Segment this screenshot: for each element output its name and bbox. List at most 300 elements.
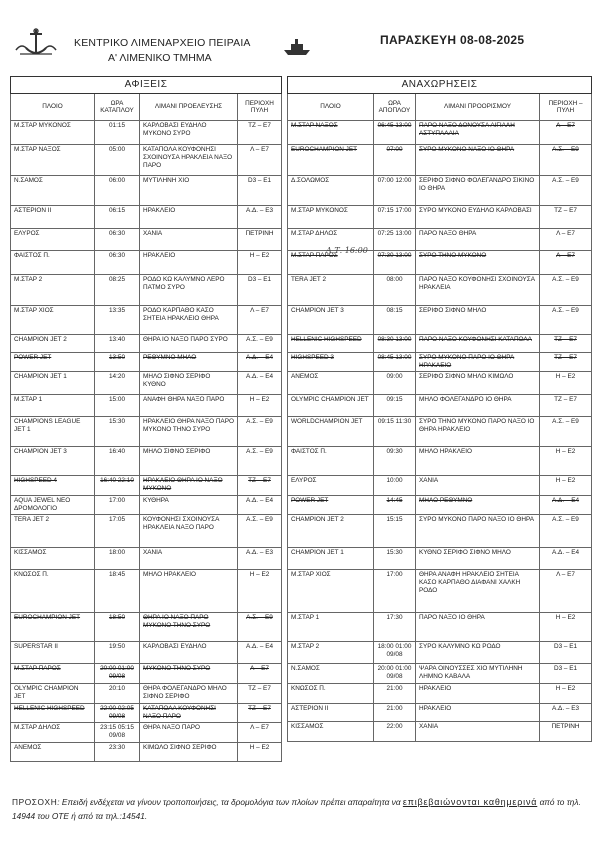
ship-text: ΦΑΙΣΤΟΣ Π.: [14, 252, 50, 259]
ship-text: CHAMPION JET 1: [14, 373, 67, 380]
table-row: [288, 306, 592, 335]
gate-text: Α.Σ. – E9: [552, 418, 579, 425]
table-row: [288, 275, 592, 306]
port-text: ΣΥΡΟ ΤΗΝΟ ΜΥΚΟΝΟ ΠΑΡΟ ΝΑΞΟ ΙΟ ΘΗΡΑ ΗΡΑΚΛΕΙΟ: [419, 418, 535, 433]
cell-time: [95, 704, 140, 723]
gate-text: TZ – E7: [554, 336, 577, 343]
department-title: Α' ΛΙΜΕΝΙΚΟ ΤΜΗΜΑ: [108, 52, 212, 64]
cell-port: [416, 642, 540, 664]
cell-port: [416, 496, 540, 515]
ship-text: Μ.ΣΤΑΡ 1: [14, 396, 43, 403]
cell-gate: [238, 743, 282, 762]
time-text: 07:25 13:00: [377, 230, 412, 237]
ship-text: HIGHSPEED 3: [291, 354, 334, 361]
table-row: [288, 722, 592, 742]
ship-text: EUROCHAMPION JET: [291, 146, 358, 153]
cell-port: [140, 515, 238, 548]
cell-port: [416, 548, 540, 570]
table-row: [288, 335, 592, 353]
gate-text: Α.Δ. – E4: [246, 497, 274, 504]
cell-gate: [238, 372, 282, 395]
cell-time: [95, 121, 140, 145]
cell-time: [374, 372, 416, 395]
time-text: 06:00: [109, 177, 125, 184]
cell-time: [95, 145, 140, 176]
table-row: [11, 335, 282, 353]
table-row: [288, 684, 592, 704]
ship-text: EUROCHAMPION JET: [14, 614, 81, 621]
gate-text: TZ – E7: [554, 207, 577, 214]
cell-port: [140, 121, 238, 145]
cell-port: [416, 417, 540, 447]
gate-text: Λ – E7: [250, 146, 269, 153]
cell-time: [374, 613, 416, 642]
ship-text: ΑΝΕΜΟΣ: [291, 373, 319, 380]
ship-text: OLYMPIC CHAMPION JET: [291, 396, 369, 403]
cell-port: [416, 722, 540, 742]
time-text: 17:00: [109, 497, 125, 504]
port-text: ΚΑΡΛΟΒΑΣΙ ΕΥΔΗΛΟ: [143, 643, 207, 650]
time-text: 10:00: [386, 477, 403, 484]
table-row: [11, 684, 282, 704]
cell-port: [416, 121, 540, 145]
cell-time: [95, 570, 140, 613]
table-row: [288, 570, 592, 613]
cell-port: [140, 642, 238, 664]
cell-time: [95, 447, 140, 476]
gate-text: Α.Σ. – E9: [552, 516, 579, 523]
gate-text: TZ – E7: [248, 705, 271, 712]
time-text: 15:15: [386, 516, 403, 523]
gate-text: Α.Σ. – E9: [246, 418, 273, 425]
cell-ship: [288, 176, 374, 206]
port-text: ΘΗΡΑ ΙΟ ΝΑΞΟ ΠΑΡΟ ΜΥΚΟΝΟ ΤΗΝΟ ΣΥΡΟ: [143, 614, 211, 629]
gate-text: D3 – E1: [247, 177, 272, 184]
ship-text: ΚΝΩΣΟΣ Π.: [291, 685, 326, 692]
ship-text: SUPERSTAR II: [14, 643, 58, 650]
cell-time: [374, 145, 416, 176]
port-text: ΗΡΑΚΛΕΙΟ: [419, 705, 452, 712]
time-text: 14:20: [109, 373, 125, 380]
cell-ship: [11, 642, 95, 664]
cell-ship: [288, 722, 374, 742]
cell-ship: [11, 145, 95, 176]
cell-ship: [11, 353, 95, 372]
cell-time: [374, 353, 416, 372]
cell-gate: [238, 723, 282, 743]
cell-time: [374, 206, 416, 229]
gate-text: Η – E2: [555, 373, 576, 380]
ship-text: Μ.ΣΤΑΡ ΔΗΛΟΣ: [291, 230, 338, 237]
gate-text: Λ – E7: [250, 307, 269, 314]
cell-gate: [540, 145, 592, 176]
column-header-gate: ΠΕΡΙΟΧΗ ΠΥΛΗ: [238, 94, 282, 121]
gate-text: Λ – E7: [556, 122, 575, 129]
port-text: ΗΡΑΚΛΕΙΟ: [419, 685, 452, 692]
ship-text: Μ.ΣΤΑΡ ΝΑΞΟΣ: [14, 146, 61, 153]
column-header-port: ΛΙΜΑΝΙ ΠΡΟΟΡΙΣΜΟΥ: [416, 94, 540, 121]
port-text: ΜΗΛΟ ΦΟΛΕΓΑΝΔΡΟ ΙΟ ΘΗΡΑ: [419, 396, 512, 403]
ship-text: CHAMPION JET 3: [291, 307, 344, 314]
table-row: [288, 476, 592, 496]
port-text: ΣΕΡΙΦΟ ΣΙΦΝΟ ΦΟΛΕΓΑΝΔΡΟ ΣΙΚΙΝΟ ΙΟ ΘΗΡΑ: [419, 177, 535, 192]
port-text: ΜΥΤΙΛΗΝΗ ΧΙΟ: [143, 177, 190, 184]
ship-text: Μ.ΣΤΑΡ ΜΥΚΟΝΟΣ: [14, 122, 71, 129]
ship-text: Μ.ΣΤΑΡ ΧΙΟΣ: [291, 571, 331, 578]
ship-text: Μ.ΣΤΑΡ ΧΙΟΣ: [14, 307, 54, 314]
cell-gate: [238, 306, 282, 335]
cell-gate: [238, 417, 282, 447]
gate-text: Α.Σ. – E9: [552, 177, 579, 184]
ship-text: Δ.ΣΟΛΩΜΟΣ: [291, 177, 330, 184]
port-text: ΚΑΤΑΠΟΛΑ ΚΟΥΦΟΝΗΣΙ ΣΧΟΙΝΟΥΣΑ ΗΡΑΚΛΕΙΑ ΝΑΞΟ ΠΑΡΟ: [143, 146, 233, 169]
time-text: 21:00: [386, 685, 403, 692]
cell-ship: [11, 704, 95, 723]
ship-text: HELLENIC HIGHSPEED: [14, 705, 85, 712]
cell-time: [374, 229, 416, 251]
cell-time: [95, 417, 140, 447]
cell-ship: [11, 447, 95, 476]
port-text: ΡΟΔΟ ΚΑΡΠΑΘΟ ΚΑΣΟ ΣΗΤΕΙΑ ΗΡΑΚΛΕΙΟ ΘΗΡΑ: [143, 307, 219, 322]
gate-text: Α.Σ. – E9: [552, 307, 579, 314]
cell-gate: [238, 476, 282, 496]
gate-text: Λ – E7: [556, 230, 575, 237]
gate-text: Α.Δ. – E3: [552, 705, 580, 712]
ship-text: HELLENIC HIGHSPEED: [291, 336, 362, 343]
cell-ship: [11, 121, 95, 145]
cell-ship: [288, 613, 374, 642]
cell-gate: [238, 496, 282, 515]
table-row: [288, 395, 592, 417]
time-text: 18:00: [109, 549, 125, 556]
time-text: 15:00: [109, 396, 125, 403]
gate-text: Α.Δ. – E4: [246, 373, 274, 380]
departures-table: [287, 76, 592, 742]
ship-emblem-icon: [282, 38, 312, 56]
port-text: ΚΟΥΦΟΝΗΣΙ ΣΧΟΙΝΟΥΣΑ ΗΡΑΚΛΕΙΑ ΝΑΞΟ ΠΑΡΟ: [143, 516, 219, 531]
cell-ship: [11, 306, 95, 335]
ship-text: Ν.ΣΑΜΟΣ: [14, 177, 43, 184]
cell-ship: [11, 664, 95, 684]
table-row: [11, 353, 282, 372]
port-text: ΠΑΡΟ ΝΑΞΟ ΔΟΝΟΥΣΑ ΑΙΓΙΑΛΗ ΑΣΤΥΠΑΛΑΙΑ: [419, 122, 515, 137]
table-row: [11, 447, 282, 476]
cell-ship: [11, 496, 95, 515]
cell-gate: [238, 206, 282, 229]
cell-ship: [11, 613, 95, 642]
ship-text: Μ.ΣΤΑΡ 2: [14, 276, 43, 283]
port-text: ΘΗΡΑ ΦΟΛΕΓΑΝΔΡΟ ΜΗΛΟ ΣΙΦΝΟ ΣΕΡΙΦΟ: [143, 685, 227, 700]
cell-ship: [11, 743, 95, 762]
cell-port: [140, 275, 238, 306]
time-text: 08:45 13:00: [377, 354, 412, 361]
cell-time: [374, 704, 416, 722]
time-text: 18:45: [109, 571, 125, 578]
cell-gate: [540, 642, 592, 664]
port-text: ΡΟΔΟ ΚΩ ΚΑΛΥΜΝΟ ΛΕΡΟ ΠΑΤΜΟ ΣΥΡΟ: [143, 276, 225, 291]
ship-text: CHAMPION JET 3: [14, 448, 67, 455]
cell-port: [140, 723, 238, 743]
cell-ship: [11, 417, 95, 447]
cell-gate: [238, 684, 282, 704]
table-row: [288, 447, 592, 476]
cell-time: [95, 353, 140, 372]
ship-text: TERA JET 2: [291, 276, 327, 283]
cell-time: [95, 206, 140, 229]
cell-time: [95, 613, 140, 642]
gate-text: Α.Δ. – E4: [246, 643, 274, 650]
cell-time: [374, 417, 416, 447]
ship-text: ΕΛΥΡΟΣ: [14, 230, 40, 237]
cell-time: [374, 722, 416, 742]
cell-port: [140, 176, 238, 206]
table-row: [11, 570, 282, 613]
table-row: [288, 417, 592, 447]
column-header-time: ΩΡΑ ΚΑΤΑΠΛΟΥ: [95, 94, 140, 121]
port-text: ΘΗΡΑ ΙΟ ΝΑΞΟ ΠΑΡΟ ΣΥΡΟ: [143, 336, 228, 343]
ship-text: Μ.ΣΤΑΡ ΠΑΡΟΣ: [14, 665, 61, 672]
cell-port: [140, 251, 238, 275]
port-text: ΑΝΑΦΗ ΘΗΡΑ ΝΑΞΟ ΠΑΡΟ: [143, 396, 225, 403]
time-text: 16:40 22:10: [100, 477, 134, 484]
cell-port: [416, 613, 540, 642]
time-text: 22:00: [386, 723, 403, 730]
cell-gate: [540, 335, 592, 353]
cell-time: [374, 570, 416, 613]
cell-gate: [540, 417, 592, 447]
cell-time: [374, 275, 416, 306]
cell-ship: [288, 664, 374, 684]
cell-port: [416, 372, 540, 395]
gate-text: Η – E2: [249, 571, 270, 578]
time-text: 13:40: [109, 336, 125, 343]
cell-ship: [11, 335, 95, 353]
cell-ship: [11, 548, 95, 570]
port-text: ΘΗΡΑ ΝΑΞΟ ΠΑΡΟ: [143, 724, 200, 731]
cell-ship: [288, 642, 374, 664]
cell-port: [416, 476, 540, 496]
gate-text: Α.Δ. – E4: [552, 549, 580, 556]
port-text: ΧΑΝΙΑ: [419, 477, 439, 484]
gate-text: ΠΕΤΡΙΝΗ: [245, 230, 274, 237]
table-row: [11, 642, 282, 664]
time-text: 06:15: [109, 207, 125, 214]
cell-port: [416, 395, 540, 417]
cell-gate: [540, 664, 592, 684]
ship-text: AQUA JEWEL ΝΕΟ ΔΡΟΜΟΛΟΓΙΟ: [14, 497, 71, 512]
notice-footer: [12, 795, 592, 823]
cell-ship: [11, 176, 95, 206]
table-row: [288, 121, 592, 145]
time-text: 17:05: [109, 516, 125, 523]
arrivals-heading: ΑΦΙΞΕΙΣ: [11, 77, 282, 94]
cell-gate: [238, 570, 282, 613]
cell-gate: [540, 570, 592, 613]
cell-ship: [11, 684, 95, 704]
cell-time: [374, 496, 416, 515]
handwritten-note: Α.Τ. 16:00: [326, 246, 368, 255]
cell-gate: [540, 176, 592, 206]
ship-text: ΚΙΣΣΑΜΟΣ: [14, 549, 47, 556]
ship-text: CHAMPION JET 2: [14, 336, 67, 343]
column-header-time: ΩΡΑ ΑΠΟΠΛΟΥ: [374, 94, 416, 121]
ship-text: Μ.ΣΤΑΡ ΝΑΞΟΣ: [291, 122, 338, 129]
port-text: ΠΑΡΟ ΝΑΞΟ ΙΟ ΘΗΡΑ: [419, 614, 485, 621]
table-row: [11, 372, 282, 395]
cell-gate: [238, 704, 282, 723]
cell-port: [140, 372, 238, 395]
cell-port: [140, 570, 238, 613]
cell-gate: [238, 229, 282, 251]
time-text: 20:00 01:00 09/08: [377, 665, 412, 680]
port-text: ΨΑΡΑ ΟΙΝΟΥΣΣΕΣ ΧΙΟ ΜΥΤΙΛΗΝΗ ΛΗΜΝΟ ΚΑΒΑΛΑ: [419, 665, 523, 680]
port-text: ΡΕΘΥΜΝΟ ΜΗΛΟ: [143, 354, 197, 361]
time-text: 15:30: [386, 549, 403, 556]
cell-time: [95, 372, 140, 395]
ship-text: ΕΛΥΡΟΣ: [291, 477, 317, 484]
cell-time: [95, 548, 140, 570]
table-row: [11, 417, 282, 447]
port-text: ΠΑΡΟ ΝΑΞΟ ΚΟΥΦΟΝΗΣΙ ΚΑΤΑΠΟΛΑ: [419, 336, 532, 343]
ship-text: ΦΑΙΣΤΟΣ Π.: [291, 448, 327, 455]
cell-gate: [540, 496, 592, 515]
port-text: ΘΗΡΑ ΑΝΑΦΗ ΗΡΑΚΛΕΙΟ ΣΗΤΕΙΑ ΚΑΣΟ ΚΑΡΠΑΘΟ ΔΙΑΦΑΝΙ ΧΑΛΚΗ ΡΟΔΟ: [419, 571, 521, 594]
ship-text: Μ.ΣΤΑΡ ΜΥΚΟΝΟΣ: [291, 207, 348, 214]
cell-ship: [288, 145, 374, 176]
time-text: 18:00 01:00 09/08: [377, 643, 412, 658]
port-text: ΣΥΡΟ ΚΑΛΥΜΝΟ ΚΩ ΡΟΔΟ: [419, 643, 501, 650]
ship-text: Μ.ΣΤΑΡ 2: [291, 643, 320, 650]
cell-time: [374, 476, 416, 496]
ship-text: TERA JET 2: [14, 516, 50, 523]
table-row: [11, 743, 282, 762]
gate-text: D3 – E1: [247, 276, 272, 283]
table-row: [288, 145, 592, 176]
port-text: ΚΑΡΛΟΒΑΣΙ ΕΥΔΗΛΟ ΜΥΚΟΝΟ ΣΥΡΟ: [143, 122, 207, 137]
cell-port: [140, 335, 238, 353]
cell-port: [416, 684, 540, 704]
cell-port: [416, 275, 540, 306]
time-text: 19:50: [109, 643, 125, 650]
cell-port: [140, 306, 238, 335]
time-text: 01:15: [109, 122, 125, 129]
cell-port: [140, 476, 238, 496]
table-row: [288, 176, 592, 206]
page-header: [0, 0, 600, 76]
port-text: ΣΕΡΙΦΟ ΣΙΦΝΟ ΜΗΛΟ: [419, 307, 487, 314]
cell-gate: [540, 121, 592, 145]
time-text: 09:30: [386, 448, 403, 455]
column-header-ship: ΠΛΟΙΟ: [11, 94, 95, 121]
cell-time: [374, 515, 416, 548]
gate-text: TZ – E7: [248, 477, 271, 484]
cell-port: [140, 496, 238, 515]
cell-time: [95, 723, 140, 743]
gate-text: Η – E2: [249, 252, 270, 259]
cell-gate: [238, 353, 282, 372]
ship-text: Μ.ΣΤΑΡ ΠΑΡΟΣ: [291, 252, 338, 259]
departures-heading: ΑΝΑΧΩΡΗΣΕΙΣ: [288, 77, 592, 94]
gate-text: Η – E2: [249, 744, 270, 751]
cell-port: [416, 570, 540, 613]
time-text: 06:45 13:00: [377, 122, 412, 129]
cell-gate: [540, 395, 592, 417]
cell-gate: [540, 372, 592, 395]
cell-port: [140, 704, 238, 723]
cell-time: [374, 176, 416, 206]
cell-port: [416, 664, 540, 684]
cell-time: [95, 395, 140, 417]
cell-time: [95, 275, 140, 306]
port-text: ΚΥΘΗΡΑ: [143, 497, 169, 504]
column-header-ship: ΠΛΟΙΟ: [288, 94, 374, 121]
cell-port: [140, 353, 238, 372]
time-text: 16:40: [109, 448, 125, 455]
table-row: [288, 548, 592, 570]
cell-gate: [238, 613, 282, 642]
gate-text: Α.Σ. – E9: [246, 516, 273, 523]
gate-text: Α.Δ. – E3: [246, 207, 274, 214]
table-row: [11, 496, 282, 515]
cell-time: [374, 306, 416, 335]
gate-text: Α.Σ. – E9: [552, 146, 579, 153]
cell-gate: [238, 176, 282, 206]
gate-text: Α.Δ. – E3: [246, 549, 274, 556]
port-text: ΜΗΛΟ ΣΙΦΝΟ ΣΕΡΙΦΟ: [143, 448, 211, 455]
cell-gate: [238, 121, 282, 145]
schedule-date: ΠΑΡΑΣΚΕΥΗ 08-08-2025: [380, 33, 525, 47]
ship-text: WORLDCHAMPION JET: [291, 418, 363, 425]
gate-text: Η – E2: [555, 477, 576, 484]
table-row: [11, 229, 282, 251]
cell-port: [416, 306, 540, 335]
table-row: [11, 613, 282, 642]
cell-port: [140, 206, 238, 229]
cell-ship: [11, 723, 95, 743]
notice-contact: από το τηλ. 14944 του ΟΤΕ ή από τα τηλ.:14541.: [12, 797, 581, 821]
cell-gate: [540, 548, 592, 570]
time-text: 17:00: [386, 571, 403, 578]
time-text: 07:30 13:00: [377, 252, 412, 259]
cell-gate: [238, 515, 282, 548]
ship-text: OLYMPIC CHAMPION JET: [14, 685, 79, 700]
table-row: [11, 548, 282, 570]
column-header-gate: ΠΕΡΙΟΧΗ – ΠΥΛΗ: [540, 94, 592, 121]
table-row: [11, 121, 282, 145]
notice-text: : Επειδή ενδέχεται να γίνουν τροποποιήσεις, τα δρομολόγια των πλοίων πρέπει απαραίτητα να: [57, 797, 401, 807]
cell-ship: [288, 306, 374, 335]
table-row: [288, 515, 592, 548]
time-text: 07:00 12:00: [377, 177, 412, 184]
cell-port: [140, 417, 238, 447]
table-row: [11, 515, 282, 548]
cell-time: [374, 642, 416, 664]
ship-text: ΑΝΕΜΟΣ: [14, 744, 42, 751]
ship-text: CHAMPION JET 1: [291, 549, 344, 556]
cell-gate: [238, 548, 282, 570]
table-row: [11, 206, 282, 229]
cell-time: [374, 121, 416, 145]
time-text: 20:00 01:00 09/08: [100, 665, 134, 680]
time-text: 07:15 17:00: [377, 207, 412, 214]
ship-text: ΚΙΣΣΑΜΟΣ: [291, 723, 324, 730]
gate-text: D3 – E1: [553, 643, 578, 650]
ship-text: ΑΣΤΕΡΙΟΝ ΙΙ: [291, 705, 329, 712]
notice-label: ΠΡΟΣΟΧΗ: [12, 797, 58, 807]
cell-ship: [288, 395, 374, 417]
cell-gate: [540, 684, 592, 704]
port-text: ΗΡΑΚΛΕΙΟ: [143, 252, 176, 259]
